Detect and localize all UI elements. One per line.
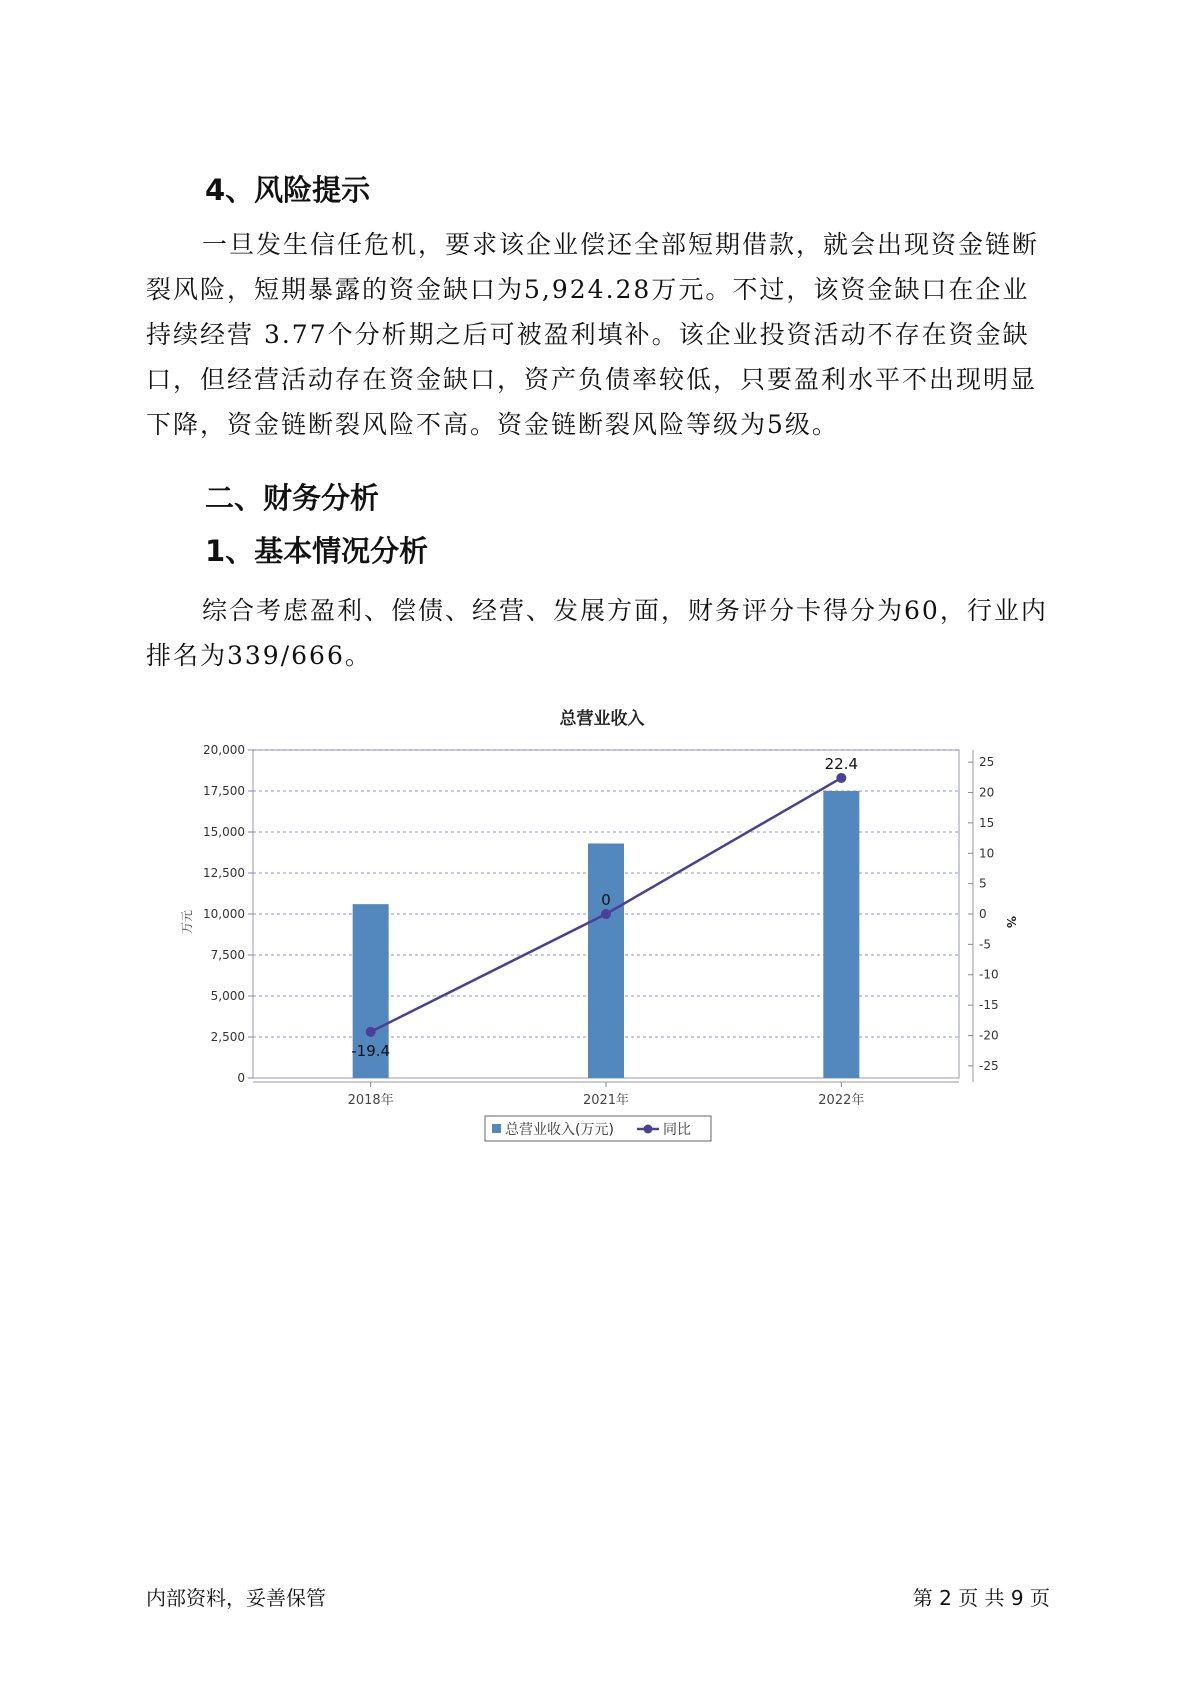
x-tick-label: 2018年 <box>347 1093 394 1108</box>
y-tick-label: 12,500 <box>203 866 245 880</box>
y-right-tick-label: 5 <box>979 876 987 891</box>
legend-bar-label: 总营业收入(万元) <box>505 1122 614 1138</box>
y-axis-label-right: % <box>1004 915 1018 929</box>
y-axis-label: 万元 <box>180 909 194 935</box>
x-tick-label: 2021年 <box>582 1093 630 1108</box>
basic-heading: 1、基本情况分析 <box>205 534 429 568</box>
y-right-tick-label: -5 <box>979 937 991 952</box>
y-right-tick-label: 0 <box>979 907 987 921</box>
y-tick-label: 5,000 <box>210 989 245 1003</box>
revenue-bar <box>823 791 859 1078</box>
y-right-tick-label: 25 <box>979 755 995 770</box>
footer-note: 内部资料，妥善保管 <box>146 1586 326 1610</box>
risk-paragraph: 一旦发生信任危机，要求该企业偿还全部短期借款，就会出现资金链断裂风险，短期暴露的资金缺口为5,924.28万元。不过，该资金缺口在企业持续经营 3.77个分析期之后可被盈利填补。该企业投资活动不存在资金缺口，但经营活动存在资金缺口，资产负债率较低，只要盈利水平不出现明显下降，资金链断裂风险不高。资金链断裂风险等级为5级。 <box>146 230 1040 439</box>
yoy-data-label: 0 <box>601 891 611 909</box>
finance-heading: 二、财务分析 <box>205 481 380 515</box>
y-right-tick-label: -20 <box>979 1028 999 1043</box>
basic-paragraph: 综合考虑盈利、偿债、经营、发展方面，财务评分卡得分为60，行业内排名为339/666。 <box>146 596 1048 670</box>
y-tick-label: 17,500 <box>203 784 245 798</box>
yoy-point <box>601 909 611 919</box>
x-tick-label: 2022年 <box>818 1093 865 1108</box>
y-right-tick-label: -10 <box>979 967 999 982</box>
page-number: 第 2 页 共 9 页 <box>912 1586 1050 1610</box>
y-right-tick-label: 10 <box>979 846 995 861</box>
revenue-chart <box>175 700 1035 1160</box>
y-tick-label: 20,000 <box>203 743 245 757</box>
chart-legend <box>485 1116 711 1141</box>
y-tick-label: 10,000 <box>203 907 245 921</box>
revenue-bar <box>588 843 624 1078</box>
y-tick-label: 0 <box>237 1071 245 1085</box>
risk-heading: 4、风险提示 <box>205 173 371 207</box>
legend-line-label: 同比 <box>663 1122 691 1138</box>
legend-line-marker <box>644 1125 653 1134</box>
chart-title: 总营业收入 <box>559 709 645 729</box>
y-right-tick-label: 20 <box>979 785 995 800</box>
legend-bar-swatch <box>492 1124 501 1133</box>
y-right-tick-label: 15 <box>979 815 995 830</box>
y-tick-label: 2,500 <box>210 1030 245 1044</box>
y-right-tick-label: -15 <box>979 998 999 1013</box>
y-right-tick-label: -25 <box>979 1058 999 1073</box>
y-tick-label: 7,500 <box>210 948 245 962</box>
yoy-data-label: 22.4 <box>824 754 859 773</box>
y-tick-label: 15,000 <box>203 825 245 839</box>
yoy-point <box>366 1027 376 1037</box>
yoy-data-label: -19.4 <box>351 1041 391 1060</box>
yoy-point <box>836 773 846 783</box>
